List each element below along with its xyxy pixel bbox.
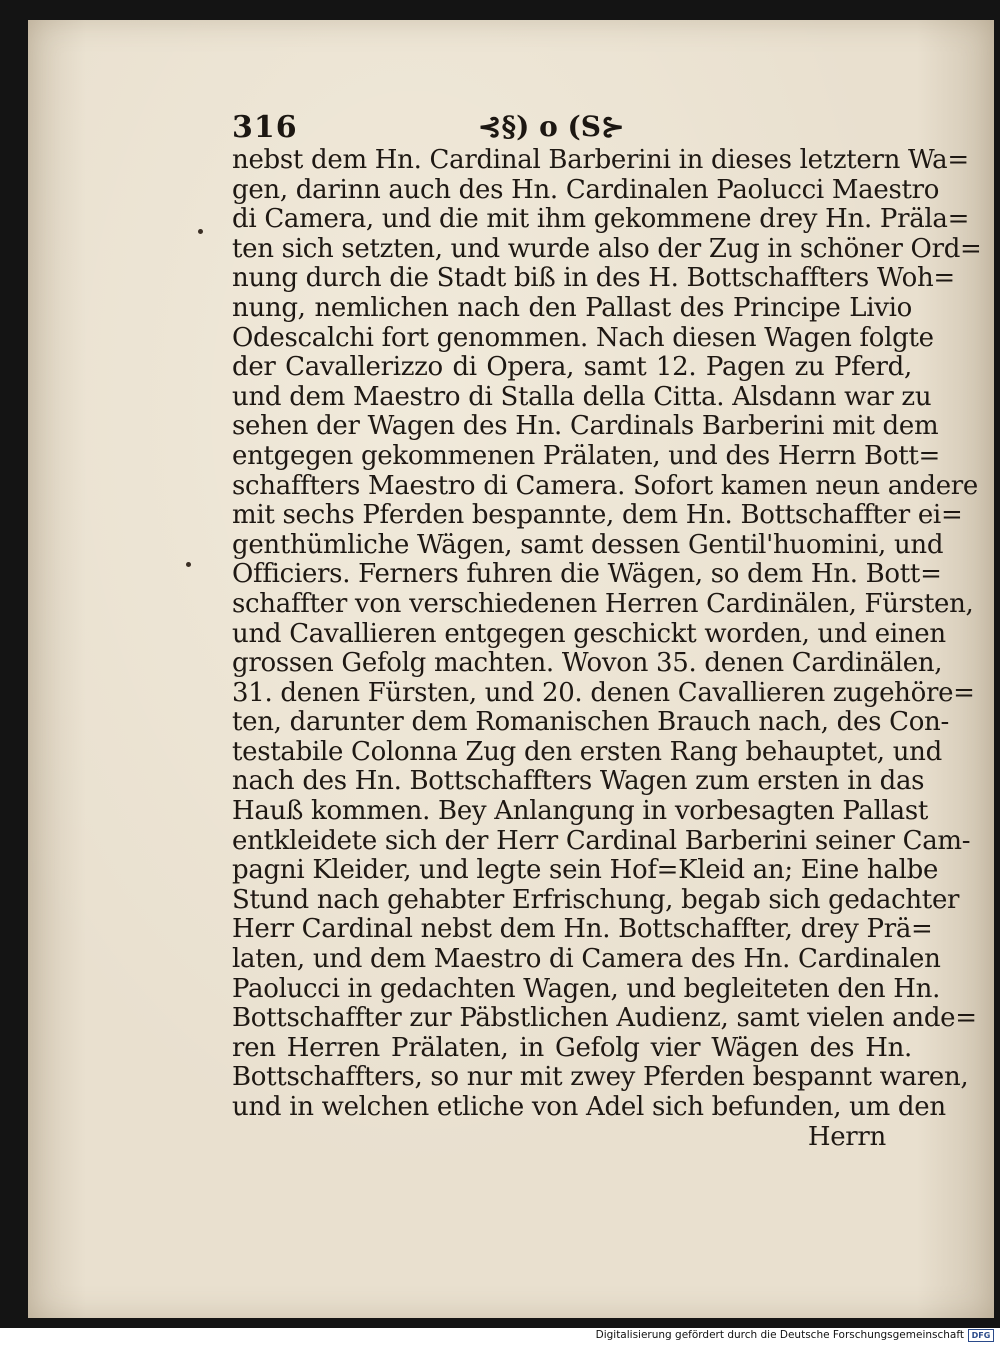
text-line: ten sich setzten, und wurde also der Zug in schöner Ord= bbox=[232, 233, 982, 264]
body-text bbox=[232, 145, 982, 1152]
text-line: Bottschaffter zur Päbstlichen Audienz, samt vielen ande= bbox=[232, 1003, 977, 1034]
text-line: grossen Gefolg machten. Wovon 35. denen Cardinälen, bbox=[232, 648, 943, 679]
text-line: ren Herren Prälaten, in Gefolg vier Wägen des Hn. bbox=[232, 1032, 912, 1063]
text-line: und in welchen etliche von Adel sich befunden, um den bbox=[232, 1092, 946, 1122]
text-line: 31. denen Fürsten, und 20. denen Cavallieren zugehöre= bbox=[232, 677, 975, 708]
footer-bar bbox=[0, 1328, 1000, 1345]
text-line: Hauß kommen. Bey Anlangung in vorbesagten Pallast bbox=[232, 796, 929, 827]
text-line: pagni Kleider, und legte sein Hof=Kleid an; Eine halbe bbox=[232, 855, 939, 886]
page-number: 316 bbox=[232, 110, 298, 145]
text-line: nung durch die Stadt biß in des H. Bottschaffters Woh= bbox=[232, 263, 955, 294]
page-header bbox=[232, 110, 912, 146]
text-line: und Cavallieren entgegen geschickt worden, und einen bbox=[232, 618, 946, 649]
margin-mark bbox=[198, 229, 203, 234]
catchword: Herrn bbox=[807, 1121, 886, 1152]
text-line: ten, darunter dem Romanischen Brauch nach, des Con- bbox=[232, 707, 949, 738]
text-line: schaffters Maestro di Camera. Sofort kamen neun andere bbox=[232, 470, 979, 501]
text-line: schaffter von verschiedenen Herren Cardinälen, Fürsten, bbox=[232, 588, 974, 619]
footer-credit: Digitalisierung gefördert durch die Deutsche Forschungsgemeinschaft bbox=[595, 1329, 964, 1341]
text-line: nebst dem Hn. Cardinal Barberini in dieses letztern Wa= bbox=[232, 145, 969, 175]
text-line: Herr Cardinal nebst dem Hn. Bottschaffter, drey Prä= bbox=[232, 914, 933, 945]
text-line: nung, nemlichen nach den Pallast des Principe Livio bbox=[232, 292, 912, 323]
header-ornament: ⊰§) o (S⊱ bbox=[478, 110, 625, 143]
text-line: testabile Colonna Zug den ersten Rang behauptet, und bbox=[232, 736, 942, 767]
dfg-logo: DFG bbox=[968, 1329, 994, 1342]
text-line: di Camera, und die mit ihm gekommene drey Hn. Präla= bbox=[232, 204, 970, 235]
text-line: nach des Hn. Bottschaffters Wagen zum ersten in das bbox=[232, 766, 925, 797]
text-line: Odescalchi fort genommen. Nach diesen Wagen folgte bbox=[232, 322, 934, 353]
text-line: der Cavallerizzo di Opera, samt 12. Pagen zu Pferd, bbox=[232, 352, 912, 383]
text-line: Bottschaffters, so nur mit zwey Pferden bespannt waren, bbox=[232, 1062, 969, 1093]
text-line: Officiers. Ferners fuhren die Wägen, so dem Hn. Bott= bbox=[232, 559, 942, 590]
text-line: entgegen gekommenen Prälaten, und des Herrn Bott= bbox=[232, 440, 940, 471]
text-line: Stund nach gehabter Erfrischung, begab sich gedachter bbox=[232, 884, 960, 915]
text-line: Paolucci in gedachten Wagen, und begleiteten den Hn. bbox=[232, 973, 941, 1004]
text-line: genthümliche Wägen, samt dessen Gentil'huomini, und bbox=[232, 529, 944, 560]
text-line: und dem Maestro di Stalla della Citta. Alsdann war zu bbox=[232, 381, 932, 412]
text-line: entkleidete sich der Herr Cardinal Barberini seiner Cam- bbox=[232, 825, 971, 856]
text-line: gen, darinn auch des Hn. Cardinalen Paolucci Maestro bbox=[232, 174, 940, 205]
text-line: laten, und dem Maestro di Camera des Hn. Cardinalen bbox=[232, 944, 941, 975]
text-line: sehen der Wagen des Hn. Cardinals Barberini mit dem bbox=[232, 411, 939, 442]
text-line: mit sechs Pferden bespannte, dem Hn. Bottschaffter ei= bbox=[232, 500, 963, 531]
margin-mark bbox=[186, 562, 191, 567]
